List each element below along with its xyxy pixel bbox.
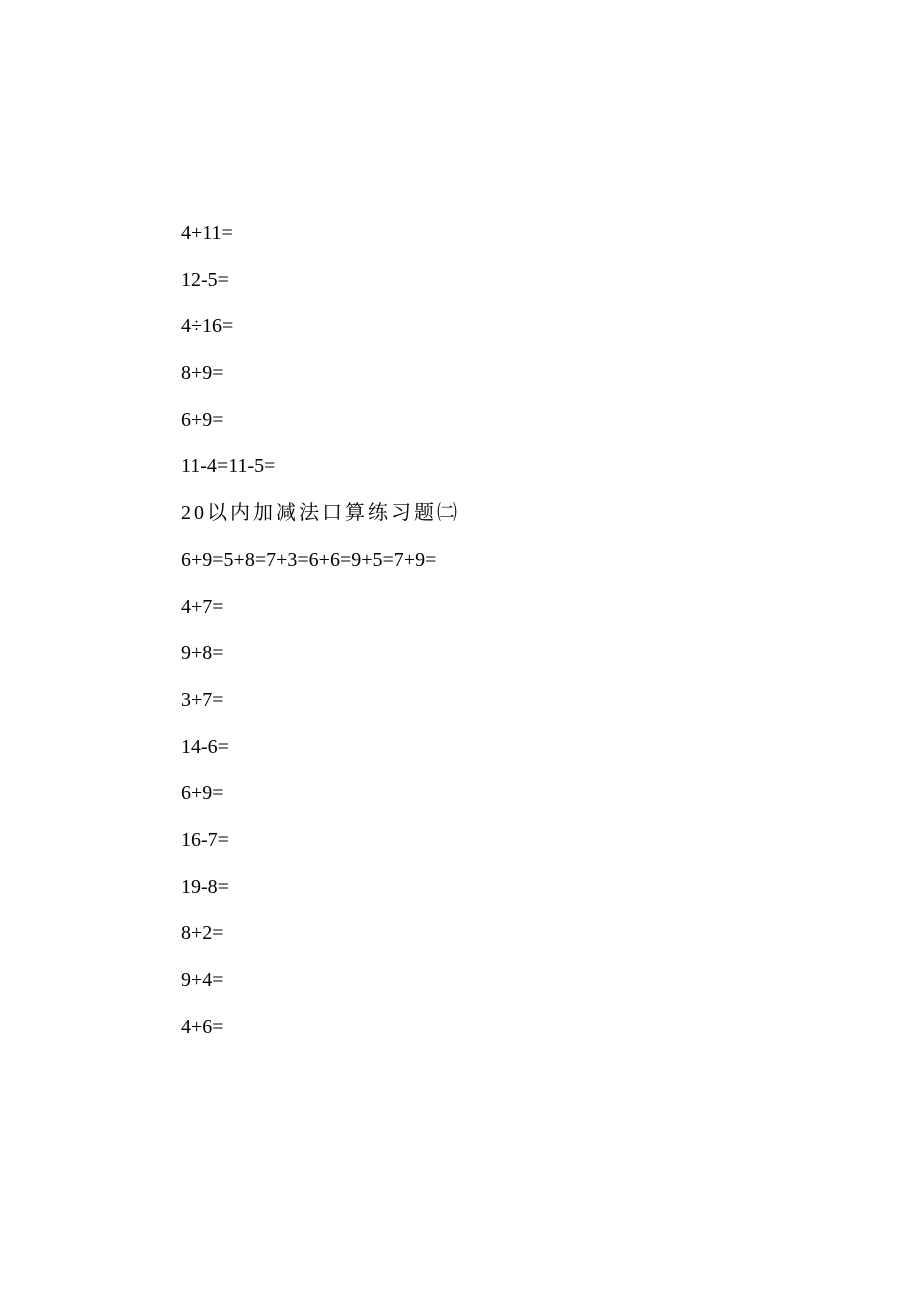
exercise-line: 4+6=: [181, 1015, 224, 1038]
exercise-line: 6+9=: [181, 782, 224, 805]
section-heading: 20以内加减法口算练习题㈡: [181, 502, 460, 525]
exercise-line: 12-5=: [181, 268, 229, 291]
exercise-line: 6+9=5+8=7+3=6+6=9+5=7+9=: [181, 548, 437, 571]
exercise-line: 16-7=: [181, 828, 229, 851]
exercise-line: 4÷16=: [181, 315, 234, 338]
exercise-line: 9+8=: [181, 642, 224, 665]
exercise-line: 6+9=: [181, 408, 224, 431]
exercise-line: 4+7=: [181, 595, 224, 618]
exercise-line: 9+4=: [181, 969, 224, 991]
exercise-line: 3+7=: [181, 688, 224, 711]
exercise-line: 19-8=: [181, 875, 229, 898]
exercise-line: 14-6=: [181, 735, 229, 758]
exercise-line: 8+2=: [181, 922, 224, 945]
exercise-line: 11-4=11-5=: [181, 455, 276, 478]
exercise-list: [181, 219, 460, 1059]
exercise-line: 4+11=: [181, 222, 233, 244]
exercise-line: 8+9=: [181, 362, 224, 385]
